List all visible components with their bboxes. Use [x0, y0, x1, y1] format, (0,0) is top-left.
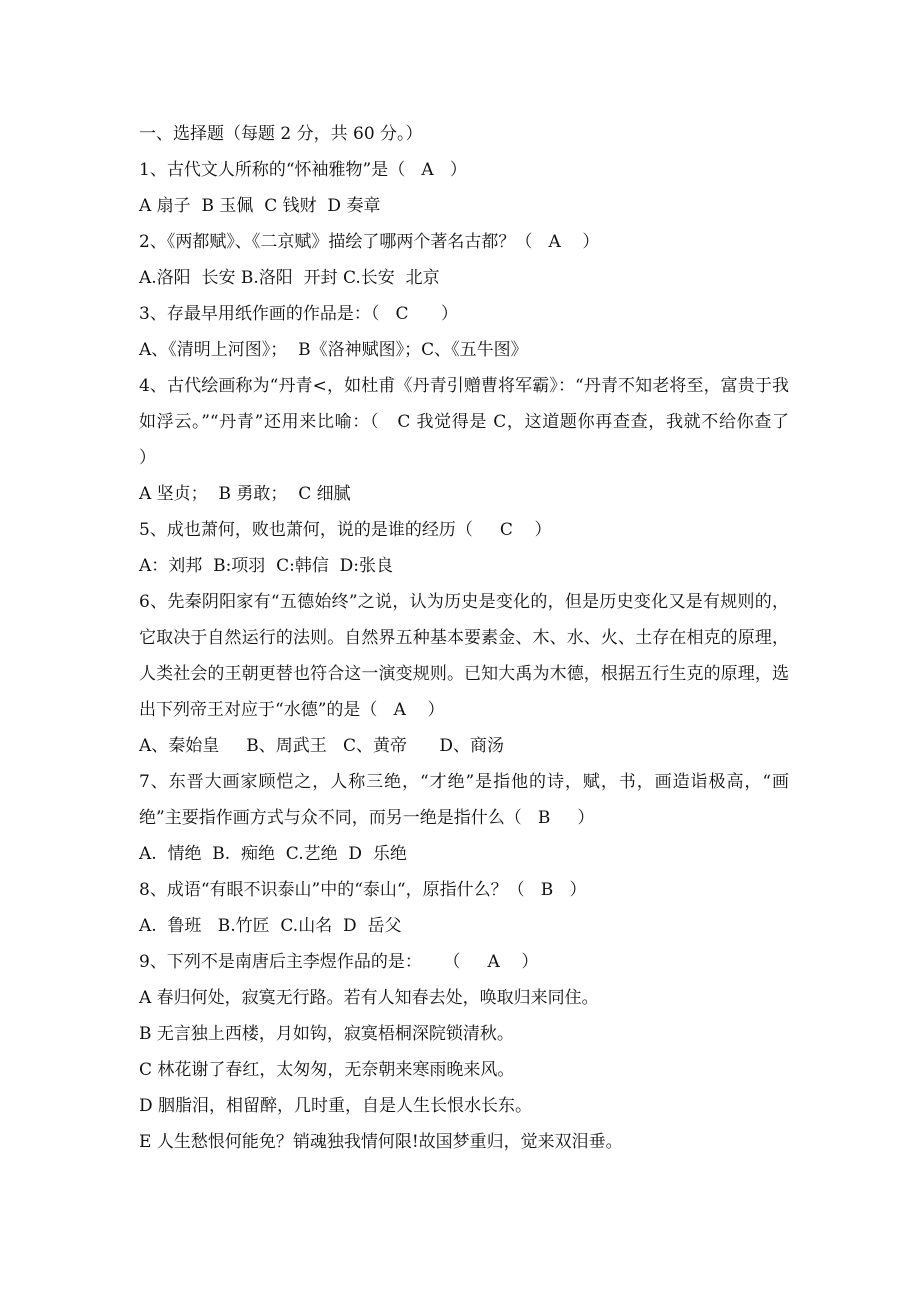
- question-9-option-a: A 春归何处，寂寞无行路。若有人知春去处，唤取归来同住。: [139, 988, 599, 1008]
- question-4-options: A 坚贞； B 勇敢； C 细腻: [139, 484, 351, 504]
- section-heading: 一、选择题（每题 2 分，共 60 分。）: [139, 124, 423, 144]
- question-1-options: A 扇子 B 玉佩 C 钱财 D 奏章: [139, 196, 381, 216]
- document-body: [139, 116, 822, 1160]
- question-7: 7、东晋大画家顾恺之，人称三绝，“才绝”是指他的诗，赋，书，画造诣极高，“画绝”主要指作画方式与众不同，而另一绝是指什么（ B ）: [139, 772, 789, 828]
- question-6: 6、先秦阴阳家有“五德始终”之说，认为历史是变化的，但是历史变化又是有规则的，它取决于自然运行的法则。自然界五种基本要素金、木、水、火、土存在相克的原理，人类社会的王朝更替也符合这一演变规则。已知大禹为木德，根据五行生克的原理，选出下列帝王对应于“水德”的是（ A ）: [139, 592, 789, 720]
- question-5-options: A：刘邦 B:项羽 C:韩信 D:张良: [139, 556, 394, 576]
- question-2: 2、《两都赋》、《二京赋》描绘了哪两个著名古都？（ A ）: [139, 232, 600, 252]
- question-1: 1、古代文人所称的“怀袖雅物”是（ A ）: [139, 160, 467, 180]
- question-6-options: A、秦始皇 B、周武王 C、黄帝 D、商汤: [139, 736, 505, 756]
- question-8-options: A. 鲁班 B.竹匠 C.山名 D 岳父: [139, 916, 402, 936]
- question-9-option-c: C 林花谢了春红，太匆匆，无奈朝来寒雨晚来风。: [139, 1060, 515, 1080]
- question-9-option-e: E 人生愁恨何能免？销魂独我情何限!故国梦重归，觉来双泪垂。: [139, 1132, 623, 1152]
- question-7-options: A. 情绝 B. 痴绝 C.艺绝 D 乐绝: [139, 844, 407, 864]
- question-3: 3、存最早用纸作画的作品是：（ C ）: [139, 304, 458, 324]
- question-4: 4、古代绘画称为“丹青<，如杜甫《丹青引赠曹将军霸》：“丹青不知老将至，富贵于我如浮云。”“丹青”还用来比喻：（ C 我觉得是 C，这道题你再查查，我就不给你查了 ）: [139, 376, 822, 468]
- question-9-option-d: D 胭脂泪，相留醉，几时重，自是人生长恨水长东。: [139, 1096, 533, 1116]
- question-9: 9、下列不是南唐后主李煜作品的是： （ A ）: [139, 952, 539, 972]
- question-5: 5、成也萧何，败也萧何，说的是谁的经历（ C ）: [139, 520, 552, 540]
- question-2-options: A.洛阳 长安 B.洛阳 开封 C.长安 北京: [139, 268, 440, 288]
- question-8: 8、成语“有眼不识泰山”中的“泰山“，原指什么？（ B ）: [139, 880, 587, 900]
- question-3-options: A、《清明上河图》； B《洛神赋图》；C、《五牛图》: [139, 340, 528, 360]
- question-9-option-b: B 无言独上西楼，月如钩，寂寞梧桐深院锁清秋。: [139, 1024, 514, 1044]
